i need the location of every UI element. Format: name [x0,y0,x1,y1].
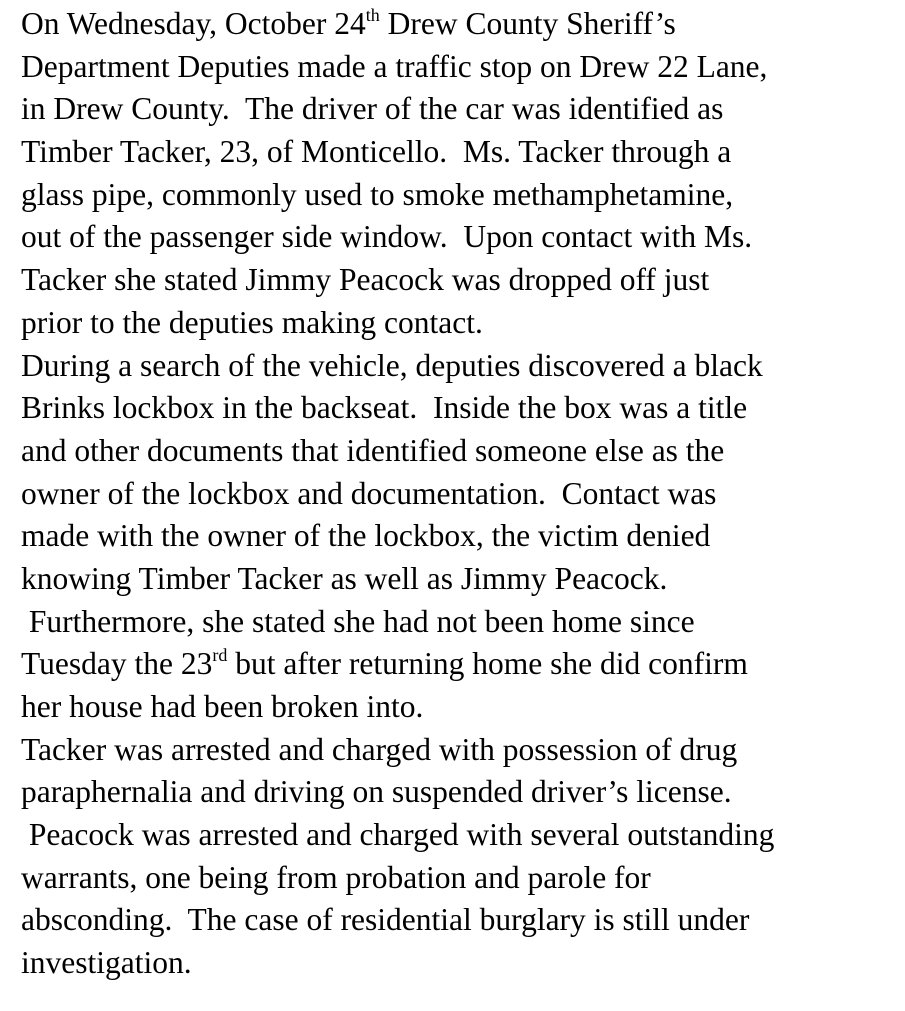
text-segment: prior to the deputies making contact. [21,304,483,340]
text-segment: Tuesday the 23 [21,646,213,682]
text-segment: Brinks lockbox in the backseat. Inside the box was a title [21,390,748,426]
text-segment: Drew County Sheriff’s [379,6,676,41]
text-segment: out of the passenger side window. Upon contact with Ms. [21,219,753,255]
text-line [21,387,901,430]
text-segment: Tacker was arrested and charged with possession of drug [21,731,738,767]
text-segment: Furthermore, she stated she had not been home since [21,603,695,639]
text-segment: glass pipe, commonly used to smoke methamphetamine, [21,176,734,212]
text-line [21,302,901,345]
text-line [21,216,901,259]
text-segment: Timber Tacker, 23, of Monticello. Ms. Tacker through a [21,134,732,170]
text-segment: investigation. [21,945,192,981]
text-segment: Department Deputies made a traffic stop on Drew 22 Lane, [21,48,768,84]
text-segment: but after returning home she did confirm [227,646,748,682]
text-segment: warrants, one being from probation and parole for [21,859,651,895]
text-segment: Tacker she stated Jimmy Peacock was dropped off just [21,262,710,298]
text-line [21,643,901,686]
ordinal-suffix: th [365,5,380,25]
text-segment: On Wednesday, October 24 [21,6,366,41]
text-line [21,814,901,857]
news-release-body [21,3,901,985]
text-line [21,345,901,388]
text-segment: and other documents that identified someone else as the [21,432,725,468]
text-line [21,729,901,772]
text-line [21,473,901,516]
text-line [21,942,901,985]
text-segment: Peacock was arrested and charged with several outstanding [21,817,775,853]
text-line [21,259,901,302]
text-line [21,3,901,46]
text-segment: During a search of the vehicle, deputies discovered a black [21,347,763,383]
text-line [21,899,901,942]
text-segment: in Drew County. The driver of the car was identified as [21,91,724,127]
text-segment: owner of the lockbox and documentation. Contact was [21,475,717,511]
text-line [21,131,901,174]
text-line [21,558,901,601]
text-line [21,771,901,814]
text-line [21,515,901,558]
text-segment: her house had been broken into. [21,689,424,724]
text-line [21,88,901,131]
text-line [21,601,901,644]
text-line [21,174,901,217]
text-segment: paraphernalia and driving on suspended driver’s license. [21,774,732,810]
text-segment: absconding. The case of residential burglary is still under [21,902,750,938]
text-segment: knowing Timber Tacker as well as Jimmy Peacock. [21,560,668,596]
text-line [21,686,901,729]
text-line [21,857,901,900]
text-line [21,46,901,89]
ordinal-suffix: rd [212,645,228,666]
text-segment: made with the owner of the lockbox, the victim denied [21,518,711,554]
text-line [21,430,901,473]
